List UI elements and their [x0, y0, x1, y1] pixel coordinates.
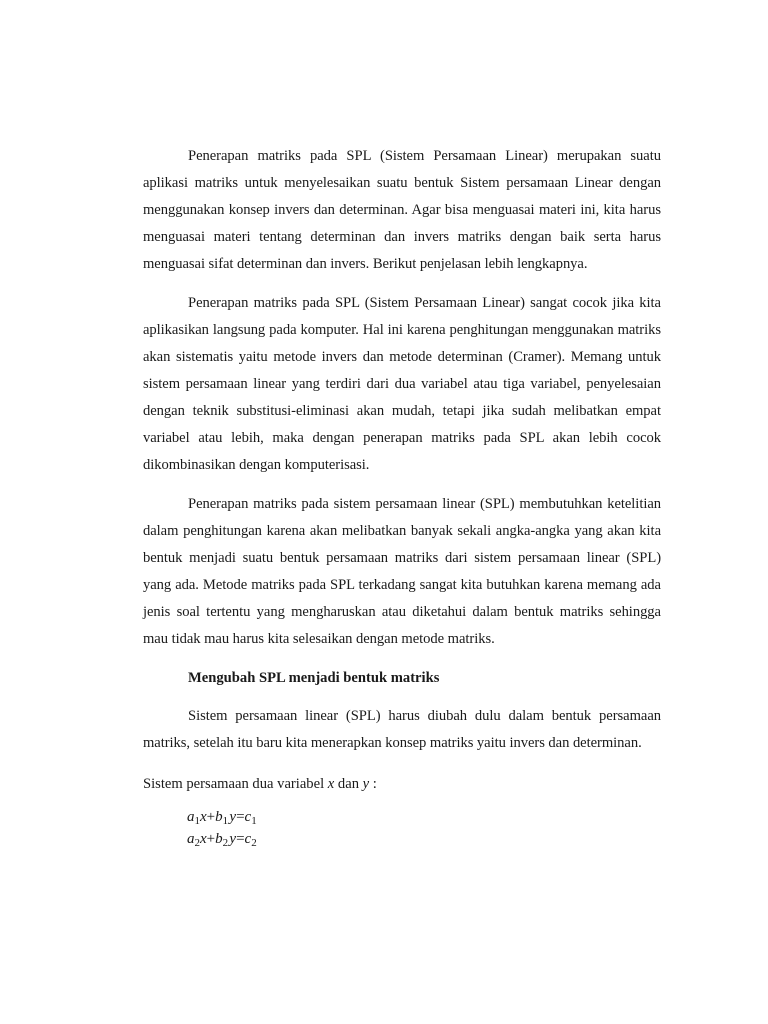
paragraph-4: Sistem persamaan linear (SPL) harus diubah dulu dalam bentuk persamaan matriks, setelah itu baru kita menerapkan konsep matriks yaitu invers dan determinan. [143, 708, 661, 751]
var-y: y [229, 831, 237, 847]
paragraph-1: Penerapan matriks pada SPL (Sistem Persamaan Linear) merupakan suatu aplikasi matriks untuk menyelesaikan suatu bentuk Sistem persamaan Linear dengan menggunakan konsep invers dan determinan. Agar bisa menguasai materi ini, kita harus menguasai materi tentang determinan dan invers matriks dengan baik serta harus menguasai sifat determinan dan invers. Berikut penjelasan lebih lengkapnya. [143, 148, 661, 272]
subscript: 1 [194, 815, 200, 827]
subscript: 1 [251, 815, 257, 827]
subscript: 2 [222, 837, 229, 849]
coef-a: a [187, 809, 195, 825]
intro-prefix: Sistem persamaan dua variabel [143, 776, 328, 792]
subscript: 1 [222, 815, 229, 827]
var-x: x [200, 809, 207, 825]
const-c: c [244, 809, 252, 825]
plus-sign: + [206, 831, 216, 847]
coef-a: a [187, 831, 195, 847]
subscript: 2 [251, 837, 257, 849]
equation-2 [187, 828, 661, 850]
equation-block [187, 806, 661, 850]
paragraph-2: Penerapan matriks pada SPL (Sistem Persamaan Linear) sangat cocok jika kita aplikasikan langsung pada komputer. Hal ini karena penghitungan menggunakan matriks akan sistematis yaitu metode invers dan metode determinan (Cramer). Memang untuk sistem persamaan linear yang terdiri dari dua variabel atau tiga variabel, penyelesaian dengan teknik substitusi-eliminasi akan mudah, tetapi jika sudah melibatkan empat variabel atau lebih, maka dengan penerapan matriks pada SPL akan lebih cocok dikombinasikan dengan komputerisasi. [143, 295, 661, 473]
equation-1 [187, 806, 661, 828]
plus-sign: + [206, 809, 216, 825]
section-heading: Mengubah SPL menjadi bentuk matriks [188, 670, 440, 686]
equals-sign: = [236, 809, 245, 825]
var-y: y [229, 809, 237, 825]
var-x: x [200, 831, 207, 847]
variable-y: y [362, 776, 370, 792]
intro-suffix: : [369, 776, 377, 792]
coef-b: b [215, 831, 223, 847]
equation-intro [143, 771, 661, 798]
const-c: c [244, 831, 252, 847]
equals-sign: = [236, 831, 245, 847]
intro-mid: dan [334, 776, 363, 792]
document-page [143, 143, 661, 850]
coef-b: b [215, 809, 223, 825]
variable-x: x [327, 776, 335, 792]
paragraph-3: Penerapan matriks pada sistem persamaan linear (SPL) membutuhkan ketelitian dalam penghitungan karena akan melibatkan banyak sekali angka-angka yang akan kita bentuk menjadi suatu bentuk persamaan matriks dari sistem persamaan linear (SPL) yang ada. Metode matriks pada SPL terkadang sangat kita butuhkan karena memang ada jenis soal tertentu yang mengharuskan atau diketahui dalam bentuk matriks sehingga mau tidak mau harus kita selesaikan dengan metode matriks. [143, 496, 661, 647]
subscript: 2 [194, 837, 200, 849]
